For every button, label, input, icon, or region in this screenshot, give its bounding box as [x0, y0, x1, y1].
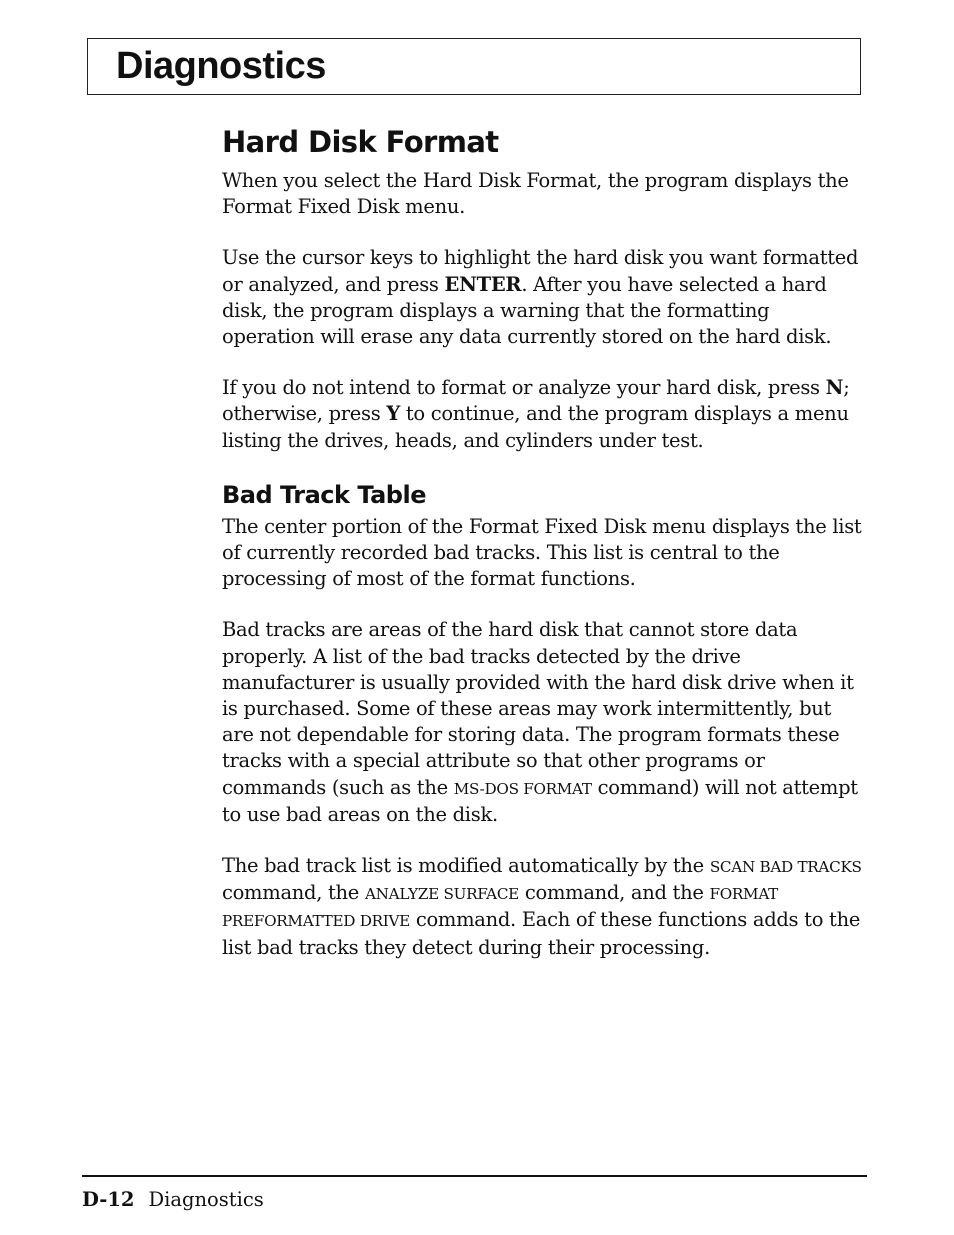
body-paragraph: [222, 617, 862, 828]
page-number: D-12: [82, 1188, 135, 1211]
page-content: [222, 120, 862, 961]
command-name: ANALYZE SURFACE: [364, 885, 519, 904]
command-name: SCAN BAD TRACKS: [709, 858, 862, 877]
chapter-header-box: [87, 38, 861, 95]
command-name: MS-DOS FORMAT: [453, 779, 592, 798]
footer-rule: [82, 1175, 867, 1177]
paragraph-text: command) will not attempt to use bad areas on the disk.: [222, 775, 858, 826]
paragraph-text: . After you have selected a hard disk, the program displays a warning that the formatting operation will erase any data currently stored on the hard disk.: [222, 272, 832, 349]
paragraph-text: The center portion of the Format Fixed Disk menu displays the list of currently recorded bad tracks. This list is central to the processing of most of the format functions.: [222, 514, 862, 591]
paragraph-text: command, and the: [518, 881, 710, 905]
paragraph-text: If you do not intend to format or analyze your hard disk, press: [222, 376, 826, 400]
page-footer: [82, 1188, 264, 1211]
subsection-heading: Bad Track Table: [222, 480, 426, 509]
section-heading: Hard Disk Format: [222, 125, 499, 159]
body-paragraph: [222, 245, 862, 350]
command-name: FORMAT PREFORMATTED DRIVE: [222, 885, 779, 931]
chapter-title: Diagnostics: [116, 45, 326, 87]
paragraph-text: The bad track list is modified automatically by the: [222, 854, 710, 878]
body-paragraph: [222, 375, 862, 454]
key-name: N: [825, 376, 844, 400]
key-name: ENTER: [444, 272, 522, 296]
footer-label: Diagnostics: [148, 1188, 264, 1211]
body-paragraph: [222, 514, 862, 593]
paragraph-text: Bad tracks are areas of the hard disk that cannot store data properly. A list of the bad tracks detected by the drive manufacturer is usually provided with the hard disk drive when it is purchased. Some of these areas may work intermittently, but are not dependable for storing data. The program formats these tracks with a special attribute so that other programs or commands (such as the: [222, 618, 854, 799]
paragraph-text: Use the cursor keys to highlight the hard disk you want formatted or analyzed, and press: [222, 246, 859, 296]
key-name: Y: [386, 402, 400, 426]
paragraph-text: command. Each of these functions adds to the list bad tracks they detect during their processing.: [222, 908, 861, 959]
paragraph-text: ; otherwise, press: [222, 376, 850, 426]
paragraph-text: to continue, and the program displays a menu listing the drives, heads, and cylinders under test.: [222, 402, 849, 452]
paragraph-text: When you select the Hard Disk Format, the program displays the Format Fixed Disk menu.: [222, 169, 849, 219]
body-paragraph: [222, 168, 862, 220]
body-paragraph: [222, 853, 862, 961]
paragraph-text: command, the: [222, 881, 365, 905]
